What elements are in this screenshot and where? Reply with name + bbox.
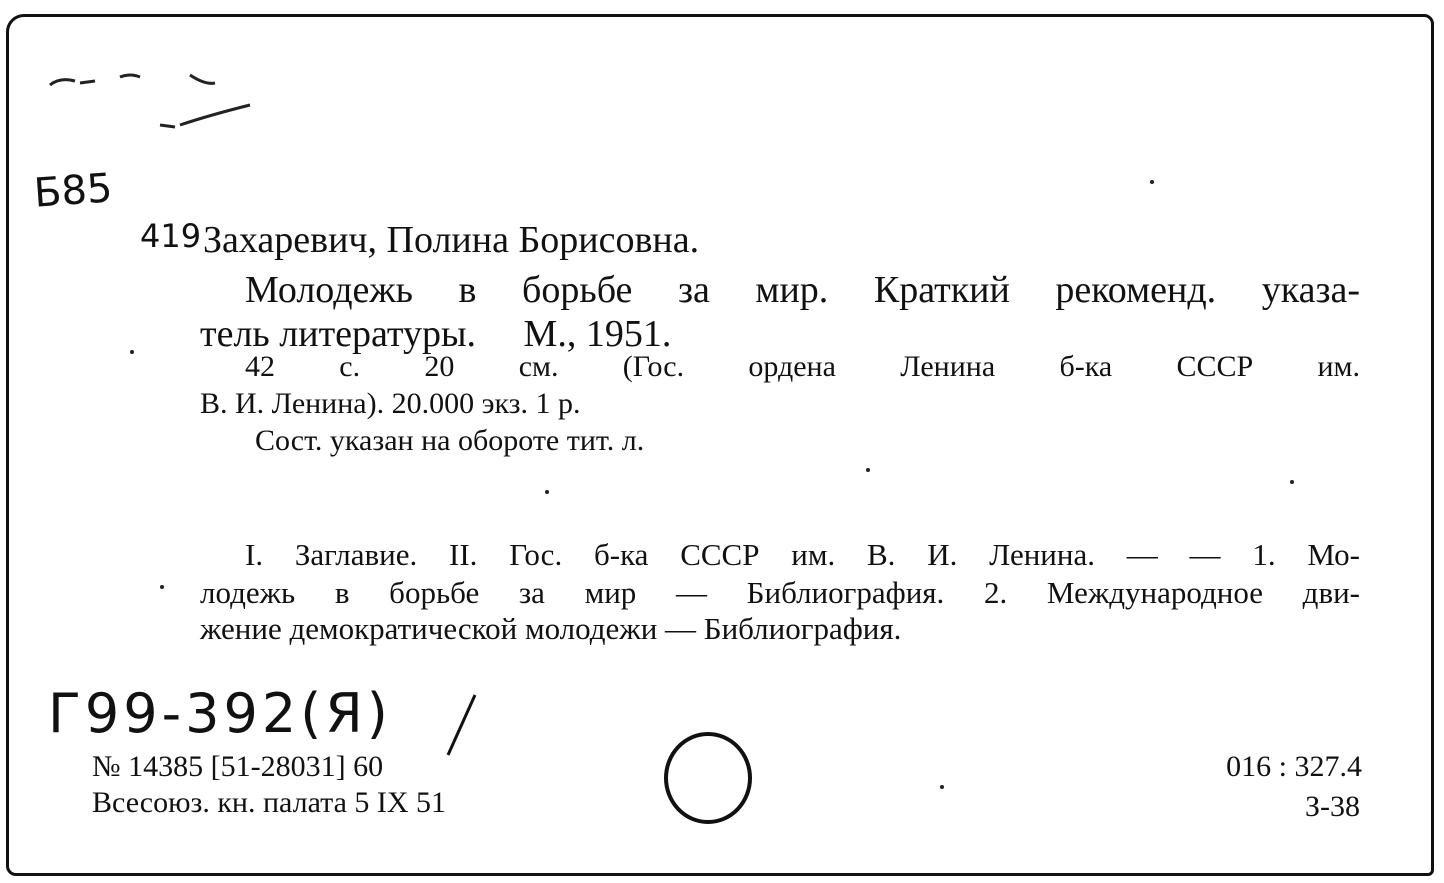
tracings-line-2: лодежь в борьбе за мир — Библиография. 2. Международное дви- [200,575,1360,610]
physical-description-line-2: В. И. Ленина). 20.000 экз. 1 р. [200,387,581,420]
card-number: № 14385 [51-28031] 60 [92,750,384,783]
tracings-line-1: I. Заглавие. II. Гос. б-ка СССР им. В. И. Ленина. — — 1. Мо- [245,537,1360,572]
speck [1150,180,1154,184]
title-line-2: тель литературы. М., 1951. [200,313,672,355]
shelf-mark-bottom: 419 [140,217,202,255]
speck [130,350,134,354]
tracings-line-3: жение демократической молодежи — Библиография. [200,611,902,646]
physical-description-line-1: 42 с. 20 см. (Гос. ордена Ленина б-ка СССР им. [245,350,1360,383]
speck [1290,480,1294,484]
author-mark: З-38 [1304,790,1360,823]
slash-mark [440,690,480,760]
shelf-mark-top: Б85 [32,165,114,217]
compiler-note: Сост. указан на обороте тит. л. [255,424,645,457]
author-heading: Захаревич, Полина Борисовна. [203,219,700,261]
handwritten-cipher: Г99-392(Я) [48,682,392,745]
speck [545,490,549,494]
handwritten-scribble [40,55,270,145]
speck [160,585,164,589]
book-chamber-stamp: Всесоюз. кн. палата 5 IX 51 [92,786,447,819]
udc-classification: 016 : 327.4 [1226,750,1362,783]
speck [866,468,870,472]
speck [940,785,944,789]
punch-hole [660,730,756,826]
title-line-1: Молодежь в борьбе за мир. Краткий рекоменд. указа- [245,269,1360,311]
